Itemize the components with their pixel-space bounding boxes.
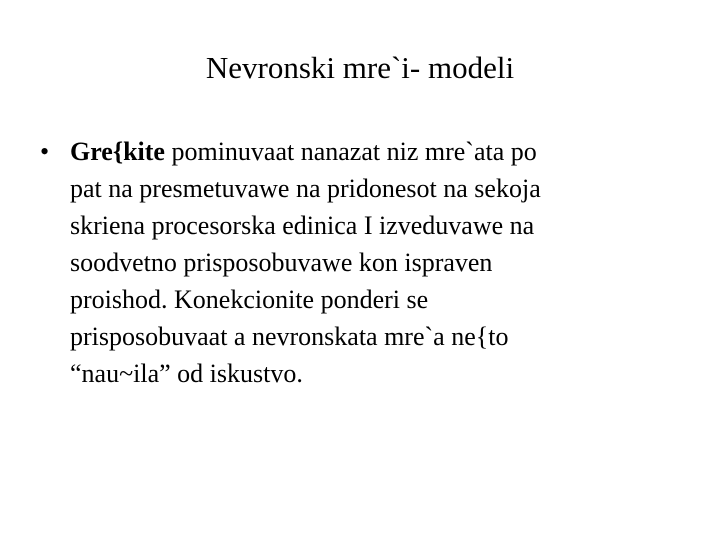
- bullet-line-3: skriena procesorska edinica I izveduvawe na: [70, 211, 535, 240]
- bullet-line-1-rest: pominuvaat nanazat niz mre`ata po: [164, 137, 537, 166]
- bullet-line-6: prisposobuvaat a nevronskata mre`a ne{to: [70, 322, 509, 351]
- bullet-line-1: [70, 133, 690, 170]
- bullet-point-icon: •: [40, 137, 50, 166]
- bullet-line-2: pat na presmetuvawe na pridonesot na sekoja: [70, 174, 541, 203]
- bullet-line-4: soodvetno prisposobuvawe kon ispraven: [70, 248, 493, 277]
- slide-title: Nevronski mre`i- modeli: [205, 50, 515, 85]
- bullet-line-7: “nau~ila” od iskustvo.: [70, 359, 303, 388]
- bullet-text: [70, 133, 690, 392]
- bullet-bold-lead: Gre{kite: [70, 137, 165, 166]
- bullet-line-5: proishod. Konekcionite ponderi se: [70, 285, 429, 314]
